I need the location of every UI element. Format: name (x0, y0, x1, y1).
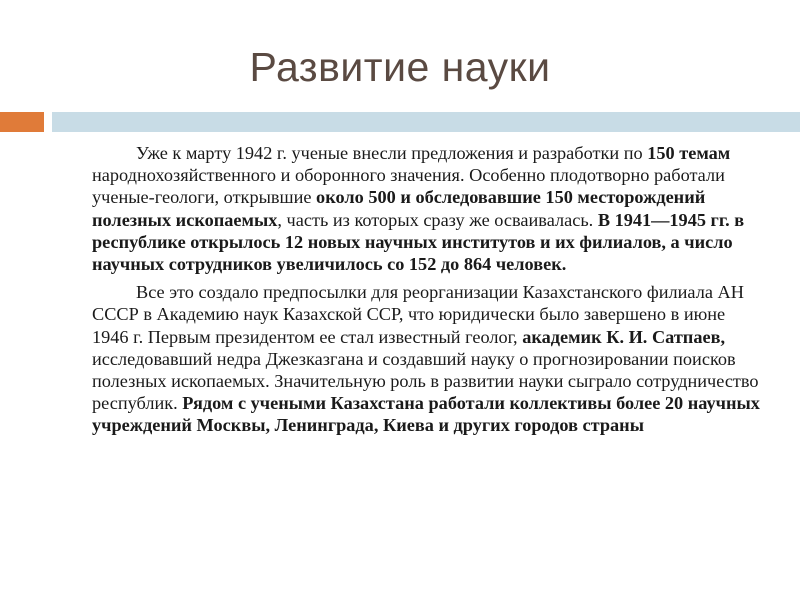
text-run-bold: Рядом с учеными Казахстана работали коллективы более 20 научных учреждений Москвы, Ленинграда, Киева и других городов страны (92, 393, 760, 436)
text-run: , часть из которых сразу же осваивалась. (277, 209, 598, 230)
text-run-bold: В 1941—1945 гг. в республике открылось 12 новых научных институтов и их филиалов, а число научных сотрудников увеличилось со 152 до 864 человек. (92, 209, 745, 275)
text-run: Уже к марту 1942 г. ученые внесли предложения и разработки по (136, 143, 648, 163)
paragraph-2 (92, 281, 764, 436)
title-divider-bar (52, 112, 800, 132)
text-run-bold: 150 темам (647, 143, 731, 163)
text-run-bold: около 500 и обследовавшие 150 месторождений полезных ископаемых (92, 187, 706, 230)
text-run-bold: академик К. И. Сатпаев, (522, 326, 726, 347)
text-run: исследовавший недра Джезказгана и создавший науку о прогнозировании поисков полезных ископаемых. Значительную роль в развитии науки сыграло сотрудничество республик. (92, 348, 759, 414)
text-run: народнохозяйственного и оборонного значения. Особенно плодотворно работали ученые-геологи, открывшие (92, 165, 725, 208)
title-accent-bar (0, 112, 44, 132)
text-run: Все это создало предпосылки для реорганизации Казахстанского филиала АН СССР в Академию наук Казахской ССР, что юридически было завершено в июне 1946 г. Первым президентом ее стал известный геолог, (92, 282, 744, 347)
paragraph-1 (92, 142, 764, 275)
slide-body (92, 142, 764, 443)
slide-title: Развитие науки (249, 44, 551, 90)
